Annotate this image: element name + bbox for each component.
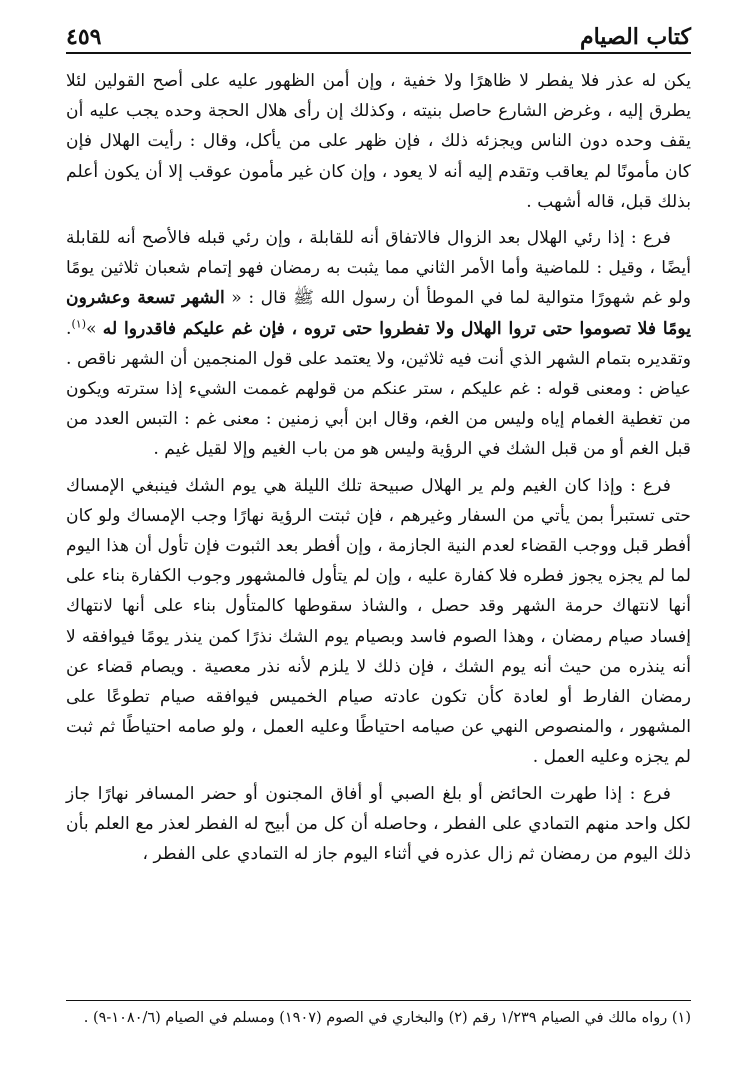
- page-header: [66, 14, 691, 54]
- footnote: (١) رواه مالك في الصيام ١/٢٣٩ رقم (٢) والبخاري في الصوم (١٩٠٧) ومسلم في الصيام (١٠٨٠/٦-٩) .: [83, 1010, 691, 1026]
- paragraph-text: »: [85, 318, 103, 339]
- body-text: [66, 66, 691, 869]
- paragraph: يكن له عذر فلا يفطر لا ظاهرًا ولا خفية ، وإن أمن الظهور عليه على أصح القولين لئلا يطرق إليه ، وغرض الشارع حاصل بنيته ، وكذلك إن رأى هلال الحجة وحده يجب عليه أن يقف وحده دون الناس ويجزئه ذلك ، فإن ظهر على من يأكل، وقال : رأيت الهلال فإن كان مأمونًا لم يعاقب وتقدم إليه أنه لا يعود ، وإن كان غير مأمون عوقب إلا أن يكون أعلم بذلك قبل، قاله أشهب .: [66, 71, 691, 212]
- book-title: كتاب الصيام: [579, 24, 691, 50]
- paragraph: فرع : وإذا كان الغيم ولم ير الهلال صبيحة تلك الليلة هي يوم الشك فينبغي الإمساك حتى تستبرأ بمن يأتي من السفار وغيرهم ، فإن ثبتت الرؤية نهارًا وجب الإمساك ولو كان أفطر قبل ووجب القضاء لعدم النية الجازمة ، وإن أفطر بعد الثبوت فإن تأول أن هذا اليوم لما لم يجزه يجوز فطره فلا كفارة عليه ، وإن لم يتأول فالمشهور وجوب الكفارة بناء على أنها لانتهاك حرمة الشهر وقد حصل ، والشاذ سقوطها كالمتأول بناء على أنها لانتهاك إفساد صيام رمضان ، وهذا الصوم فاسد وبصيام يوم الشك نذرًا كمن ينذر يومًا فيوافقه لا أنه ينذره من حيث أنه يوم الشك ، فإن ذلك لا يلزم لأنه نذر معصية . ويصام قضاء عن رمضان الفارط أو لعادة كأن تكون عادته صيام الخميس فيوافقه صيام تطوعًا على المشهور ، والمنصوص النهي عن صيامه احتياطًا وعليه العمل ، ولو صامه احتياطًا ثم ثبت لم يجزه وعليه العمل .: [66, 475, 691, 768]
- page-number: ٤٥٩: [66, 24, 102, 50]
- paragraph: فرع : إذا طهرت الحائض أو بلغ الصبي أو أفاق المجنون أو حضر المسافر نهارًا جاز لكل واحد منهم التمادي على الفطر ، وحاصله أن كل من أبيح له الفطر لعذر مع العلم بأن ذلك اليوم من رمضان ثم زال عذره في أثناء اليوم جاز له التمادي على الفطر ،: [66, 783, 691, 865]
- paragraph-text: . وتقديره بتمام الشهر الذي أنت فيه ثلاثين، ولا يعتمد على قول المنجمين أن الشهر ناقص . عياض : ومعنى قوله : غم عليكم ، ستر عنكم من قولهم غممت الشيء إذا سترته ويكون من تغطية الغمام إياه وليس من الغم، وقال ابن أبي زمنين : معنى غم : التبس العدد من قبل الغم أو من قبل الشك في الرؤية وليس هو من باب الغيم وإلا لقيل غيم .: [66, 318, 691, 460]
- hadith-text: الشهر تسعة وعشرون يومًا فلا تصوموا حتى تروا الهلال ولا تفطروا حتى تروه ، فإن غم عليكم فاقدروا له: [66, 288, 691, 339]
- paragraph-text: فرع : إذا رئي الهلال بعد الزوال فالاتفاق أنه للقابلة ، وإن رئي قبله فالأصح أنه للقابلة أيضًا ، وقيل : للماضية وأما الأمر الثاني مما يثبت به رمضان فهو إتمام شعبان ثلاثين يومًا ولو غم شهورًا متوالية لما في الموطأ أن رسول الله ﷺ قال : «: [66, 228, 691, 309]
- paragraph-hadith: [66, 223, 691, 465]
- footnote-reference: (١): [71, 316, 86, 330]
- footnotes: [66, 1000, 691, 1030]
